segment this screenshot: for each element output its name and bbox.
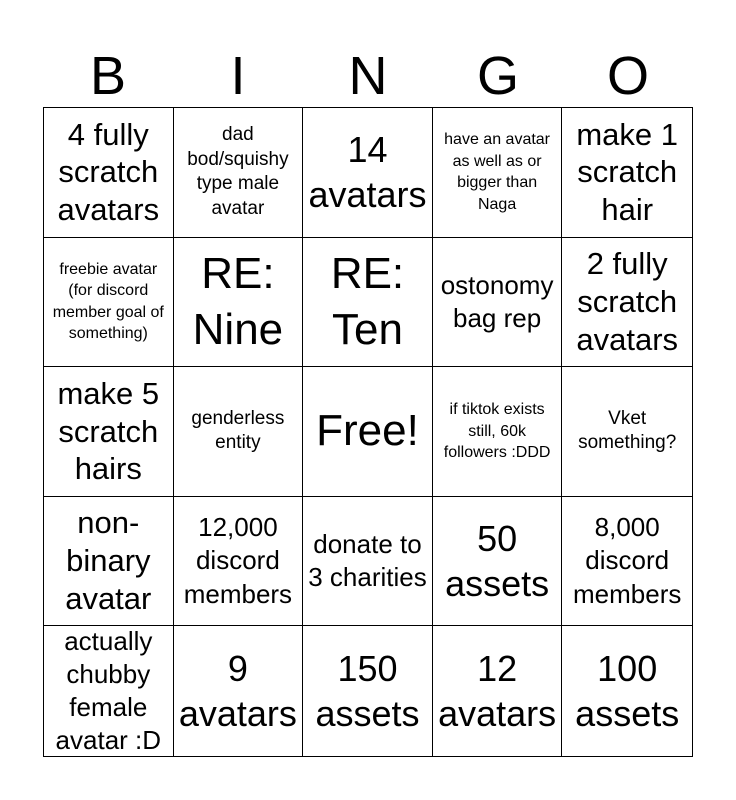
bingo-cell[interactable]: 50 assets (433, 497, 563, 627)
bingo-cell[interactable]: ostonomy bag rep (433, 238, 563, 368)
header-letter-i: I (230, 46, 246, 106)
bingo-header (43, 44, 693, 108)
bingo-cell[interactable]: genderless entity (174, 367, 304, 497)
free-space-cell[interactable]: Free! (303, 367, 433, 497)
header-letter-g: G (476, 46, 519, 106)
bingo-cell[interactable]: 9 avatars (174, 626, 304, 756)
bingo-cell[interactable]: non-binary avatar (44, 497, 174, 627)
bingo-cell[interactable]: 8,000 discord members (562, 497, 692, 627)
bingo-cell[interactable]: Vket something? (562, 367, 692, 497)
bingo-cell[interactable]: donate to 3 charities (303, 497, 433, 627)
bingo-cell[interactable]: make 1 scratch hair (562, 108, 692, 238)
bingo-cell[interactable]: 2 fully scratch avatars (562, 238, 692, 368)
bingo-cell[interactable]: 100 assets (575, 648, 680, 735)
header-letter-o: O (606, 46, 649, 106)
bingo-cell[interactable]: 150 assets (303, 626, 433, 756)
bingo-cell[interactable]: if tiktok exists still, 60k followers :DDD (433, 367, 563, 497)
bingo-cell[interactable]: 12 avatars (433, 626, 563, 756)
bingo-cell[interactable]: have an avatar as well as or bigger than Naga (433, 108, 563, 238)
bingo-cell[interactable]: make 5 scratch hairs (44, 367, 174, 497)
bingo-board (43, 107, 693, 757)
bingo-cell[interactable]: 14 avatars (303, 108, 433, 238)
header-letter-b: B (89, 46, 127, 106)
bingo-cell[interactable]: actually chubby female avatar :D (44, 626, 174, 756)
bingo-cell[interactable]: 4 fully scratch avatars (44, 108, 174, 238)
bingo-cell[interactable]: 12,000 discord members (174, 497, 304, 627)
header-letter-n: N (348, 46, 388, 106)
bingo-cell[interactable]: RE: Nine (174, 238, 304, 368)
bingo-cell[interactable]: dad bod/squishy type male avatar (174, 108, 304, 238)
bingo-cell[interactable]: freebie avatar (for discord member goal of something) (44, 238, 174, 368)
bingo-cell[interactable]: RE: Ten (303, 238, 433, 368)
